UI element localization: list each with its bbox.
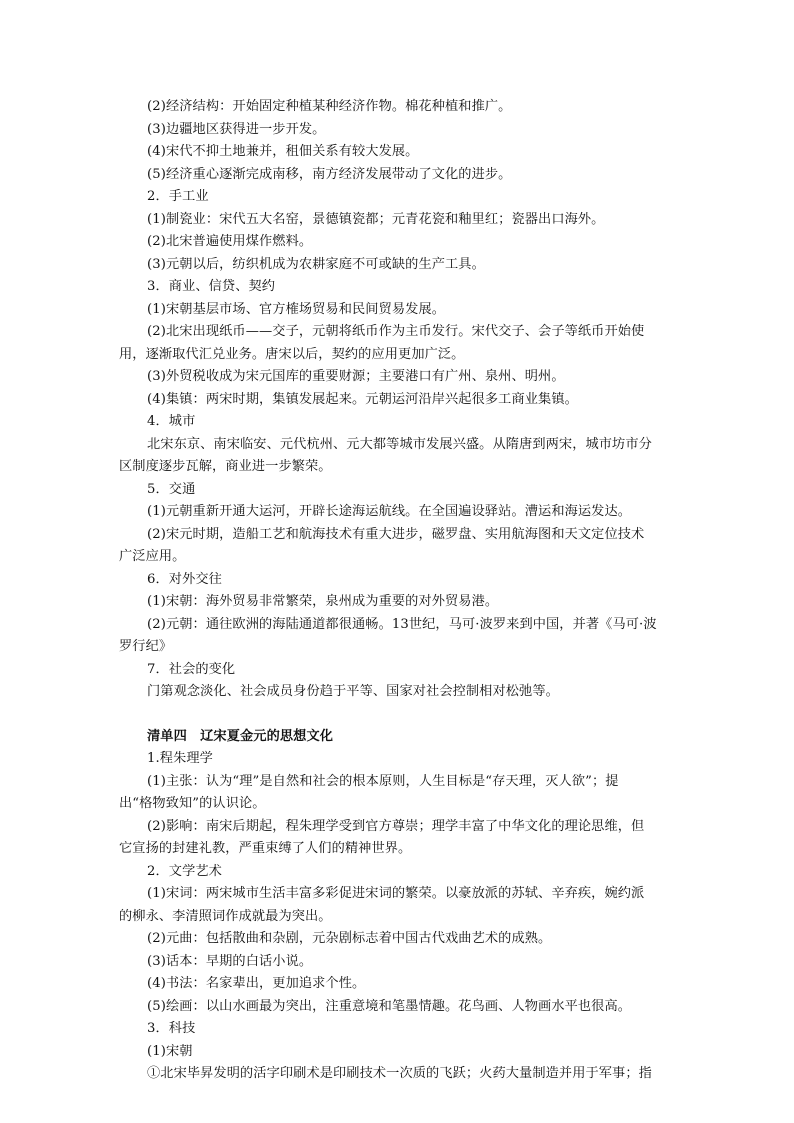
section-heading: 清单四 辽宋夏金元的思想文化	[147, 728, 334, 744]
text-line-continuation: 的柳永、李清照词作成就最为突出。	[119, 908, 332, 924]
text-line-continuation: 出“格物致知”的认识论。	[119, 796, 266, 811]
text-line: 5．交通	[147, 481, 196, 497]
text-line: 6．对外交往	[147, 571, 222, 587]
text-line: 3．商业、信贷、契约	[147, 279, 276, 294]
text-line: (3)边疆地区获得进一步开发。	[147, 121, 326, 137]
text-line: (3)话本：早期的白话小说。	[147, 953, 313, 969]
text-line: (2)北宋普遍使用煤作燃料。	[147, 234, 313, 249]
text-line: (5)绘画：以山水画最为突出，注重意境和笔墨情趣。花鸟画、人物画水平也很高。	[147, 998, 632, 1014]
text-line: (4)书法：名家辈出，更加追求个性。	[147, 976, 366, 991]
text-line: 4．城市	[147, 414, 196, 429]
text-line: (2)元朝：通往欧洲的海陆通道都很通畅。13世纪，马可·波罗来到中国，并著《马可·波	[147, 616, 657, 632]
text-line: (2)经济结构：开始固定种植某种经济作物。棉花种植和推广。	[147, 99, 512, 114]
section-spacer	[147, 704, 657, 726]
text-line: (1)宋朝	[147, 1043, 193, 1059]
text-line: (3)元朝以后，纺织机成为农耕家庭不可或缺的生产工具。	[147, 256, 485, 272]
text-line-continuation: 罗行纪》	[119, 639, 173, 654]
text-line: (4)宋代不抑土地兼并，租佃关系有较大发展。	[147, 144, 419, 159]
text-line-continuation: 区制度逐步瓦解，商业进一步繁荣。	[119, 459, 332, 474]
text-line: (3)外贸税收成为宋元国库的重要财源；主要港口有广州、泉州、明州。	[147, 369, 565, 384]
text-line-continuation: 广泛应用。	[119, 549, 186, 564]
text-line: ①北宋毕昇发明的活字印刷术是印刷技术一次质的飞跃；火药大量制造并用于军事；指	[147, 1066, 652, 1081]
text-line: 2．文学艺术	[147, 863, 222, 879]
text-line: 2．手工业	[147, 189, 209, 204]
text-line: (2)影响：南宋后期起，程朱理学受到官方尊崇；理学丰富了中华文化的理论思维，但	[147, 818, 645, 834]
text-line: (1)宋朝：海外贸易非常繁荣，泉州成为重要的对外贸易港。	[147, 594, 499, 609]
text-line: (5)经济重心逐渐完成南移，南方经济发展带动了文化的进步。	[147, 166, 512, 182]
text-line: 3．科技	[147, 1021, 196, 1036]
text-line: (2)宋元时期，造船工艺和航海技术有重大进步，磁罗盘、实用航海图和天文定位技术	[147, 526, 645, 542]
text-line: 门第观念淡化、社会成员身份趋于平等、国家对社会控制相对松弛等。	[147, 684, 559, 699]
document-body	[119, 96, 657, 1086]
text-line: 1.程朱理学	[147, 751, 213, 766]
text-line: 北宋东京、南宋临安、元代杭州、元大都等城市发展兴盛。从隋唐到两宋，城市坊市分	[147, 436, 652, 452]
text-line-continuation: 它宣扬的封建礼教，严重束缚了人们的精神世界。	[119, 841, 412, 856]
text-line: (2)元曲：包括散曲和杂剧，元杂剧标志着中国古代戏曲艺术的成熟。	[147, 931, 552, 946]
text-line: (1)制瓷业：宋代五大名窑，景德镇瓷都；元青花瓷和釉里红；瓷器出口海外。	[147, 211, 605, 227]
text-line-continuation: 用，逐渐取代汇兑业务。唐宋以后，契约的应用更加广泛。	[119, 346, 465, 362]
text-line: (1)主张：认为“理”是自然和社会的根本原则，人生目标是“存天理，灭人欲”；提	[147, 773, 619, 789]
text-line: (1)元朝重新开通大运河，开辟长途海运航线。在全国遍设驿站。漕运和海运发达。	[147, 504, 632, 519]
text-line: (4)集镇：两宋时期，集镇发展起来。元朝运河沿岸兴起很多工商业集镇。	[147, 391, 578, 407]
text-line: 7．社会的变化	[147, 661, 236, 677]
text-line: (1)宋朝基层市场、官方榷场贸易和民间贸易发展。	[147, 301, 446, 317]
text-line: (1)宋词：两宋城市生活丰富多彩促进宋词的繁荣。以豪放派的苏轼、辛弃疾，婉约派	[147, 886, 645, 901]
text-line: (2)北宋出现纸币——交子，元朝将纸币作为主币发行。宋代交子、会子等纸币开始使	[147, 324, 645, 339]
